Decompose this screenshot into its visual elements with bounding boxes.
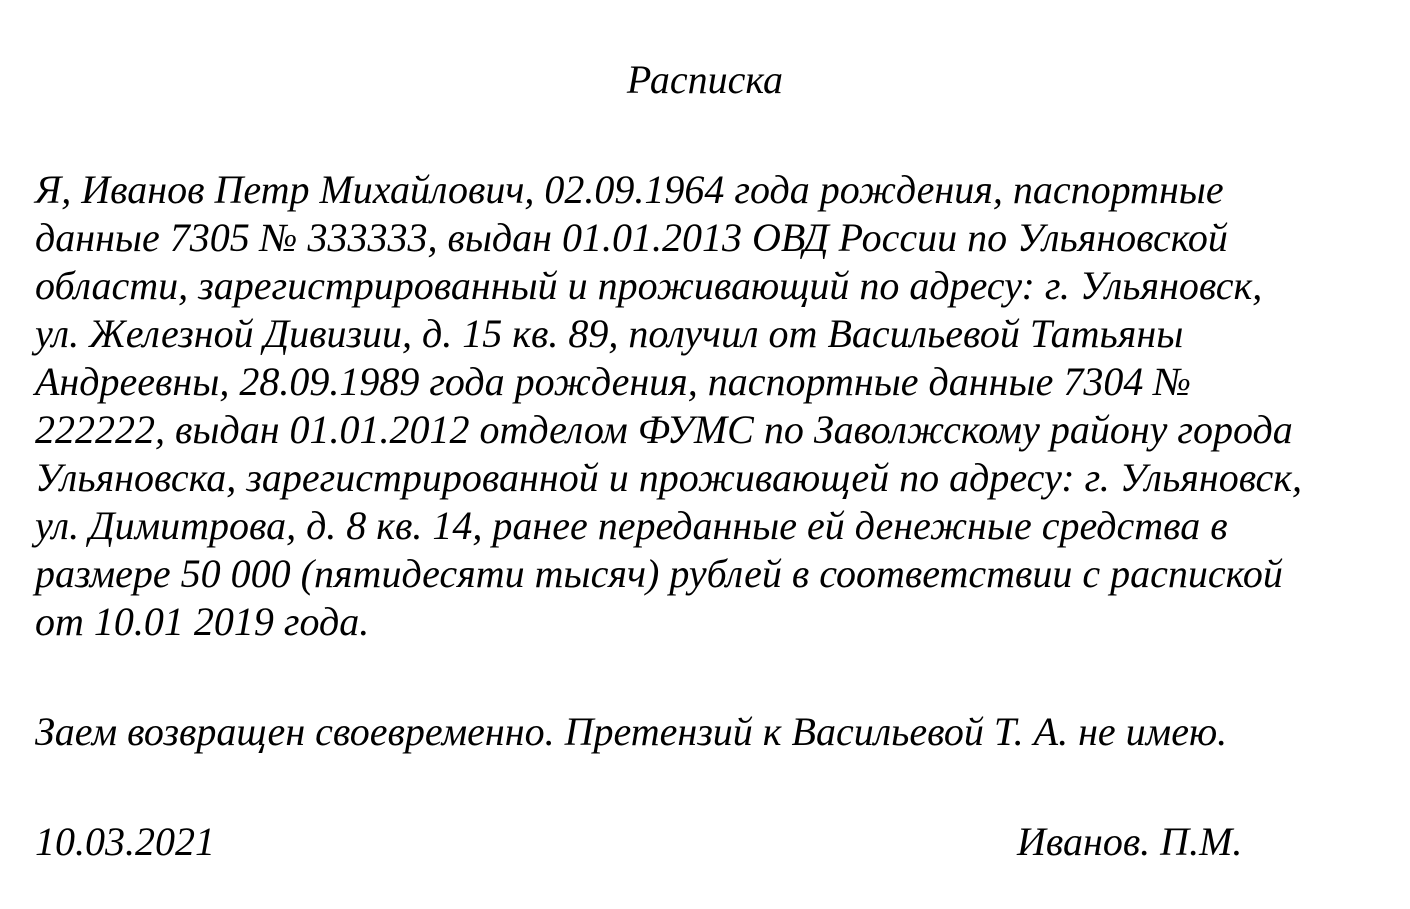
body-line: ул. Железной Дивизии, д. 15 кв. 89, получил от Васильевой Татьяны xyxy=(35,311,1184,356)
document-title: Расписка xyxy=(626,57,784,102)
body-line: данные 7305 № 333333, выдан 01.01.2013 ОВД России по Ульяновской xyxy=(35,215,1228,260)
body-line: от 10.01 2019 года. xyxy=(35,599,370,644)
body-line: Я, Иванов Петр Михайлович, 02.09.1964 года рождения, паспортные xyxy=(35,167,1224,212)
no-claims-statement: Заем возвращен своевременно. Претензий к Васильевой Т. А. не имею. xyxy=(35,709,1228,754)
body-line: 222222, выдан 01.01.2012 отделом ФУМС по Заволжскому району города xyxy=(35,407,1293,452)
body-line: области, зарегистрированный и проживающий по адресу: г. Ульяновск, xyxy=(35,263,1263,308)
body-line: ул. Димитрова, д. 8 кв. 14, ранее переданные ей денежные средства в xyxy=(35,503,1228,548)
signature-name: Иванов. П.М. xyxy=(1017,819,1243,864)
body-line: размере 50 000 (пятидесяти тысяч) рублей в соответствии с распиской xyxy=(35,551,1283,596)
document-date: 10.03.2021 xyxy=(35,819,215,864)
document-body xyxy=(35,166,1395,646)
body-line: Ульяновска, зарегистрированной и проживающей по адресу: г. Ульяновск, xyxy=(35,455,1303,500)
body-line: Андреевны, 28.09.1989 года рождения, паспортные данные 7304 № xyxy=(35,359,1192,404)
